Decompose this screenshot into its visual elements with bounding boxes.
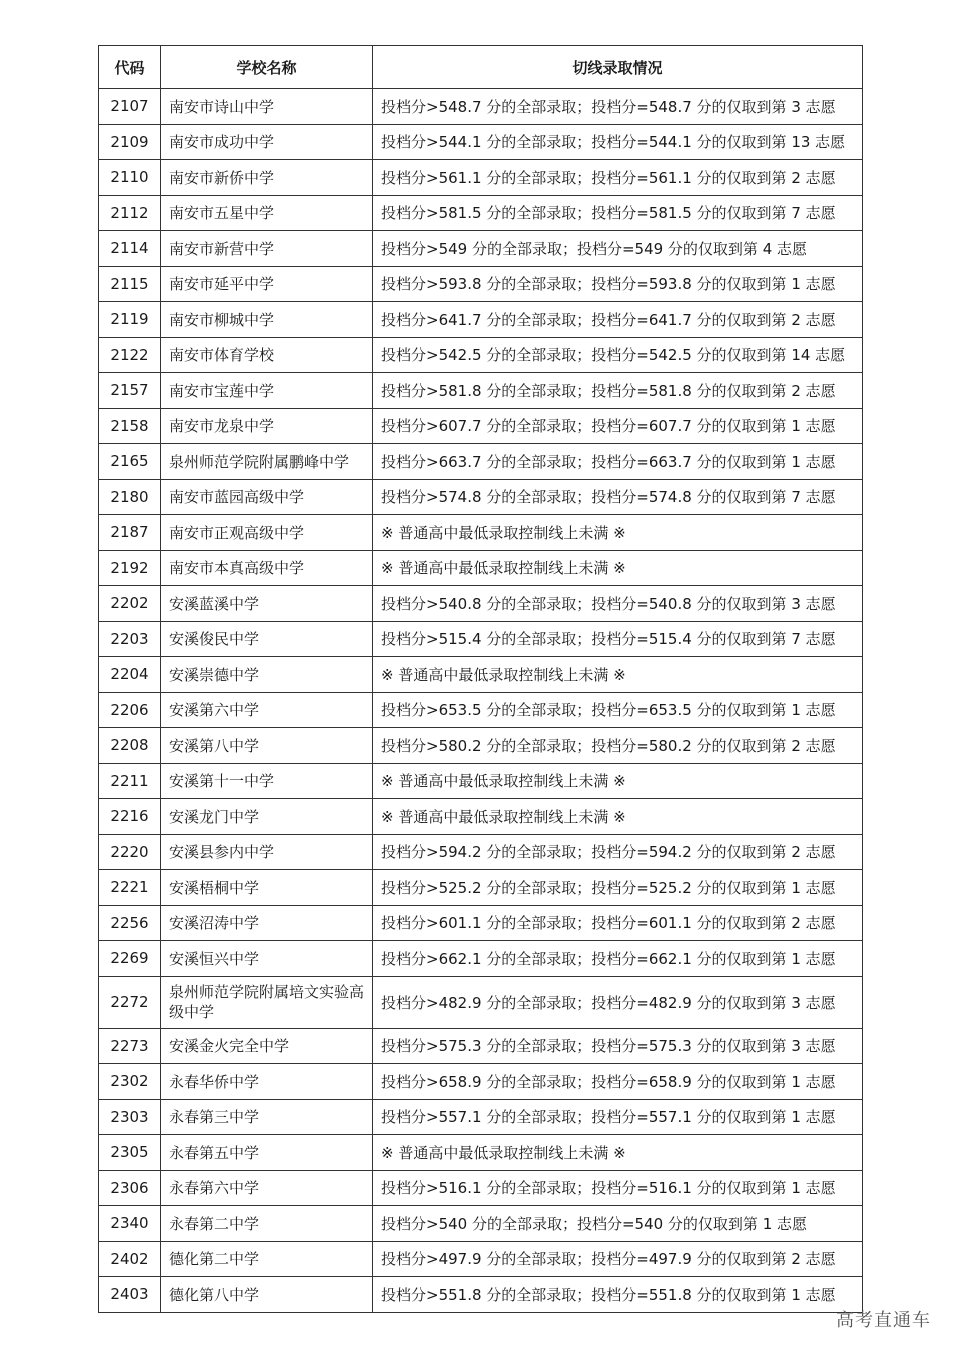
- cell-code: 2206: [99, 692, 161, 728]
- cell-status: ※ 普通高中最低录取控制线上未满 ※: [373, 515, 863, 551]
- cell-school: 南安市宝莲中学: [161, 373, 373, 409]
- table-row: [99, 124, 863, 160]
- cell-code: 2109: [99, 124, 161, 160]
- cell-code: 2340: [99, 1206, 161, 1242]
- cell-code: 2122: [99, 337, 161, 373]
- cell-status: 投档分>544.1 分的全部录取；投档分=544.1 分的仅取到第 13 志愿: [373, 124, 863, 160]
- cell-code: 2302: [99, 1064, 161, 1100]
- cell-code: 2269: [99, 941, 161, 977]
- cell-status: 投档分>557.1 分的全部录取；投档分=557.1 分的仅取到第 1 志愿: [373, 1099, 863, 1135]
- cell-status: 投档分>580.2 分的全部录取；投档分=580.2 分的仅取到第 2 志愿: [373, 728, 863, 764]
- cell-status: 投档分>540.8 分的全部录取；投档分=540.8 分的仅取到第 3 志愿: [373, 586, 863, 622]
- cell-status: 投档分>581.5 分的全部录取；投档分=581.5 分的仅取到第 7 志愿: [373, 195, 863, 231]
- table-row: [99, 444, 863, 480]
- table-row: [99, 89, 863, 125]
- cell-status: ※ 普通高中最低录取控制线上未满 ※: [373, 799, 863, 835]
- cell-school: 安溪蓝溪中学: [161, 586, 373, 622]
- table-row: [99, 834, 863, 870]
- cell-school: 永春华侨中学: [161, 1064, 373, 1100]
- table-row: [99, 728, 863, 764]
- table-row: [99, 160, 863, 196]
- cell-code: 2107: [99, 89, 161, 125]
- cell-code: 2402: [99, 1241, 161, 1277]
- cell-school: 南安市本真高级中学: [161, 550, 373, 586]
- cell-code: 2216: [99, 799, 161, 835]
- cell-status: 投档分>549 分的全部录取；投档分=549 分的仅取到第 4 志愿: [373, 231, 863, 267]
- table-row: [99, 1206, 863, 1242]
- table-row: [99, 905, 863, 941]
- cell-school: 南安市成功中学: [161, 124, 373, 160]
- table-row: [99, 586, 863, 622]
- cell-status: 投档分>497.9 分的全部录取；投档分=497.9 分的仅取到第 2 志愿: [373, 1241, 863, 1277]
- admissions-table: [98, 45, 863, 1313]
- cell-status: 投档分>551.8 分的全部录取；投档分=551.8 分的仅取到第 1 志愿: [373, 1277, 863, 1313]
- cell-code: 2110: [99, 160, 161, 196]
- cell-status: 投档分>548.7 分的全部录取；投档分=548.7 分的仅取到第 3 志愿: [373, 89, 863, 125]
- cell-status: 投档分>653.5 分的全部录取；投档分=653.5 分的仅取到第 1 志愿: [373, 692, 863, 728]
- cell-code: 2221: [99, 870, 161, 906]
- cell-status: 投档分>516.1 分的全部录取；投档分=516.1 分的仅取到第 1 志愿: [373, 1170, 863, 1206]
- table-row: [99, 1064, 863, 1100]
- table-row: [99, 515, 863, 551]
- cell-school: 安溪龙门中学: [161, 799, 373, 835]
- cell-code: 2273: [99, 1028, 161, 1064]
- table-row: [99, 231, 863, 267]
- cell-school: 安溪县参内中学: [161, 834, 373, 870]
- cell-code: 2303: [99, 1099, 161, 1135]
- cell-status: ※ 普通高中最低录取控制线上未满 ※: [373, 763, 863, 799]
- cell-code: 2306: [99, 1170, 161, 1206]
- table-row: [99, 621, 863, 657]
- cell-school: 安溪第八中学: [161, 728, 373, 764]
- table-row: [99, 1277, 863, 1313]
- cell-code: 2220: [99, 834, 161, 870]
- cell-code: 2158: [99, 408, 161, 444]
- table-row: [99, 870, 863, 906]
- table-row: [99, 302, 863, 338]
- cell-code: 2157: [99, 373, 161, 409]
- table-row: [99, 657, 863, 693]
- table-row: [99, 195, 863, 231]
- cell-school: 安溪第十一中学: [161, 763, 373, 799]
- cell-code: 2305: [99, 1135, 161, 1171]
- table-row: [99, 337, 863, 373]
- cell-status: ※ 普通高中最低录取控制线上未满 ※: [373, 1135, 863, 1171]
- cell-status: 投档分>542.5 分的全部录取；投档分=542.5 分的仅取到第 14 志愿: [373, 337, 863, 373]
- table-row: [99, 373, 863, 409]
- cell-status: 投档分>561.1 分的全部录取；投档分=561.1 分的仅取到第 2 志愿: [373, 160, 863, 196]
- cell-school: 南安市诗山中学: [161, 89, 373, 125]
- table-row: [99, 763, 863, 799]
- header-code: 代码: [99, 46, 161, 89]
- cell-code: 2202: [99, 586, 161, 622]
- cell-status: 投档分>515.4 分的全部录取；投档分=515.4 分的仅取到第 7 志愿: [373, 621, 863, 657]
- cell-status: 投档分>594.2 分的全部录取；投档分=594.2 分的仅取到第 2 志愿: [373, 834, 863, 870]
- cell-status: 投档分>525.2 分的全部录取；投档分=525.2 分的仅取到第 1 志愿: [373, 870, 863, 906]
- cell-status: 投档分>575.3 分的全部录取；投档分=575.3 分的仅取到第 3 志愿: [373, 1028, 863, 1064]
- cell-code: 2114: [99, 231, 161, 267]
- cell-school: 永春第二中学: [161, 1206, 373, 1242]
- header-row: [99, 46, 863, 89]
- header-school: 学校名称: [161, 46, 373, 89]
- cell-school: 永春第六中学: [161, 1170, 373, 1206]
- cell-code: 2187: [99, 515, 161, 551]
- cell-school: 安溪崇德中学: [161, 657, 373, 693]
- cell-school: 南安市蓝园高级中学: [161, 479, 373, 515]
- table-row: [99, 941, 863, 977]
- cell-code: 2119: [99, 302, 161, 338]
- cell-school: 南安市柳城中学: [161, 302, 373, 338]
- cell-school: 南安市正观高级中学: [161, 515, 373, 551]
- cell-status: 投档分>658.9 分的全部录取；投档分=658.9 分的仅取到第 1 志愿: [373, 1064, 863, 1100]
- header-status: 切线录取情况: [373, 46, 863, 89]
- table-row: [99, 1099, 863, 1135]
- cell-code: 2256: [99, 905, 161, 941]
- cell-school: 南安市延平中学: [161, 266, 373, 302]
- cell-status: 投档分>663.7 分的全部录取；投档分=663.7 分的仅取到第 1 志愿: [373, 444, 863, 480]
- cell-code: 2192: [99, 550, 161, 586]
- cell-code: 2203: [99, 621, 161, 657]
- cell-school: 安溪梧桐中学: [161, 870, 373, 906]
- cell-school: 永春第三中学: [161, 1099, 373, 1135]
- cell-school: 安溪恒兴中学: [161, 941, 373, 977]
- cell-status: ※ 普通高中最低录取控制线上未满 ※: [373, 657, 863, 693]
- table-row: [99, 1135, 863, 1171]
- cell-school: 泉州师范学院附属鹏峰中学: [161, 444, 373, 480]
- cell-status: 投档分>662.1 分的全部录取；投档分=662.1 分的仅取到第 1 志愿: [373, 941, 863, 977]
- cell-school: 安溪俊民中学: [161, 621, 373, 657]
- table-row: [99, 1170, 863, 1206]
- cell-school: 南安市五星中学: [161, 195, 373, 231]
- cell-code: 2403: [99, 1277, 161, 1313]
- cell-code: 2115: [99, 266, 161, 302]
- cell-school: 德化第二中学: [161, 1241, 373, 1277]
- cell-status: 投档分>601.1 分的全部录取；投档分=601.1 分的仅取到第 2 志愿: [373, 905, 863, 941]
- cell-status: 投档分>607.7 分的全部录取；投档分=607.7 分的仅取到第 1 志愿: [373, 408, 863, 444]
- watermark: 高考直通车: [836, 1310, 931, 1331]
- cell-code: 2180: [99, 479, 161, 515]
- table-row: [99, 799, 863, 835]
- cell-code: 2204: [99, 657, 161, 693]
- cell-code: 2165: [99, 444, 161, 480]
- cell-school: 安溪第六中学: [161, 692, 373, 728]
- table-row: [99, 266, 863, 302]
- cell-code: 2112: [99, 195, 161, 231]
- cell-code: 2208: [99, 728, 161, 764]
- cell-status: 投档分>641.7 分的全部录取；投档分=641.7 分的仅取到第 2 志愿: [373, 302, 863, 338]
- cell-school: 永春第五中学: [161, 1135, 373, 1171]
- table-row: [99, 1028, 863, 1064]
- table-row: [99, 692, 863, 728]
- table-row: [99, 408, 863, 444]
- cell-school: 南安市新营中学: [161, 231, 373, 267]
- table-body: [99, 89, 863, 1313]
- cell-status: 投档分>482.9 分的全部录取；投档分=482.9 分的仅取到第 3 志愿: [373, 976, 863, 1028]
- cell-status: 投档分>540 分的全部录取；投档分=540 分的仅取到第 1 志愿: [373, 1206, 863, 1242]
- cell-school: 安溪沼涛中学: [161, 905, 373, 941]
- cell-school: 泉州师范学院附属培文实验高级中学: [161, 976, 373, 1028]
- cell-school: 安溪金火完全中学: [161, 1028, 373, 1064]
- cell-school: 南安市新侨中学: [161, 160, 373, 196]
- cell-school: 德化第八中学: [161, 1277, 373, 1313]
- cell-status: ※ 普通高中最低录取控制线上未满 ※: [373, 550, 863, 586]
- table-row: [99, 550, 863, 586]
- table-row: [99, 976, 863, 1028]
- cell-code: 2272: [99, 976, 161, 1028]
- cell-school: 南安市龙泉中学: [161, 408, 373, 444]
- cell-school: 南安市体育学校: [161, 337, 373, 373]
- cell-status: 投档分>574.8 分的全部录取；投档分=574.8 分的仅取到第 7 志愿: [373, 479, 863, 515]
- cell-code: 2211: [99, 763, 161, 799]
- table-row: [99, 479, 863, 515]
- cell-status: 投档分>593.8 分的全部录取；投档分=593.8 分的仅取到第 1 志愿: [373, 266, 863, 302]
- table-row: [99, 1241, 863, 1277]
- cell-status: 投档分>581.8 分的全部录取；投档分=581.8 分的仅取到第 2 志愿: [373, 373, 863, 409]
